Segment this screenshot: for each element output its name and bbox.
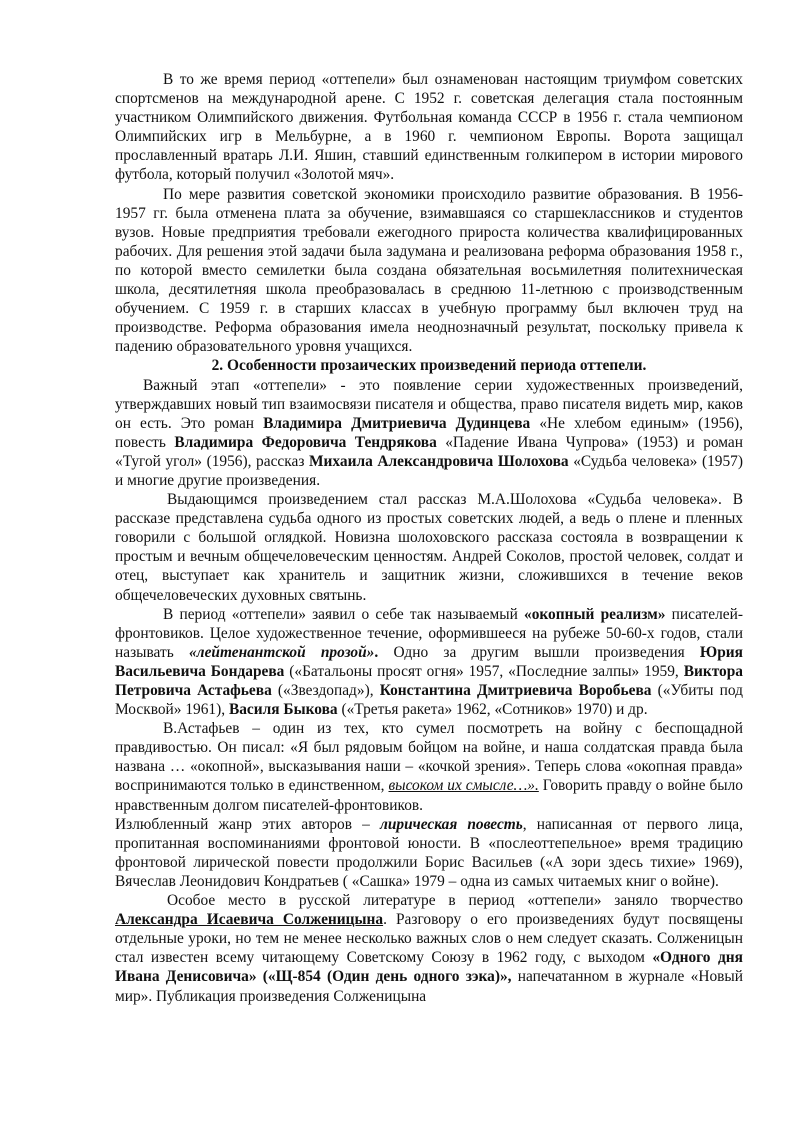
paragraph-education: По мере развития советской экономики происходило развитие образования. В 1956-1957 гг. была отменена плата за обучение, взимавшаяся со старшеклассников и студентов вузов. Новые предприятия требовали ежегодного прироста количества квалифицированных рабочих. Для решения этой задачи была задумана и реализована реформа образования 1958 г., по которой вместо семилетки была создана обязательная восьмилетняя политехническая школа, десятилетняя школа преобразовалась в среднюю 11-летнюю с производственным обучением. С 1959 г. в старших классах в учебную программу был включен труд на производстве. Реформа образования имела неоднозначный результат, поскольку привела к падению образовательного уровня учащихся. <box>115 185 743 356</box>
paragraph-lyric-story <box>115 815 743 891</box>
text: В.Астафьев – один из тех, кто сумел посмотреть на войну с беспощадной правдивостью. Он писал: «Я был рядовым бойцом на войне, и наша солдатская правда была названа … «окопной», высказывания наши – «кочкой зрения». Теперь слова «окопная правда» воспринимаются только в единственном, <box>115 720 743 795</box>
author-name: Михаила Александровича Шолохова <box>309 452 569 470</box>
text: Говорить правду о войне было нравственным долгом писателей-фронтовиков. <box>115 777 743 814</box>
document-page <box>115 70 743 1006</box>
text: , написанная от первого лица, пропитанная воспоминаниями фронтовой юности. В «послеоттепельное» время традицию фронтовой лирической повести продолжили Борис Васильев («А зори здесь тихие» 1969), Вячеслав Леонидович Кондратьев ( «Сашка» 1979 – одна из самых читаемых книг о войне). <box>115 815 743 890</box>
author-name: Василя Быкова <box>228 701 338 719</box>
term-italic: лирическая повесть <box>379 815 523 833</box>
text: Важный этап «оттепели» - это появление серии художественных произведений, утверждавших новый тип взаимосвязи писателя и общества, право писателя видеть мир, каков он есть. Это роман <box>115 376 743 432</box>
paragraph-sports: В то же время период «оттепели» был ознаменован настоящим триумфом советских спортсменов на международной арене. С 1952 г. советская делегация стала постоянным участником Олимпийского движения. Футбольная команда СССР в 1956 г. стала чемпионом Олимпийских игр в Мельбурне, а в 1960 г. чемпионом Европы. Ворота защищал прославленный вратарь Л.И. Яшин, ставший единственным голкипером в истории мирового футбола, который получил «Золотой мяч». <box>115 71 743 184</box>
text: Одно за другим вышли произведения <box>378 643 700 661</box>
text: («Батальоны просят огня» 1957, «Последние залпы» 1959, <box>284 662 684 680</box>
author-name-underlined: Александра Исаевича Солженицына <box>115 911 384 929</box>
paragraph-solzhenitsyn <box>115 891 743 1006</box>
paragraph-sholokhov: Выдающимся произведением стал рассказ М.А.Шолохова «Судьба человека». В рассказе представлена судьба одного из простых советских людей, а ведь о плене и пленных говорили с большой оглядкой. Новизна шолоховского рассказа состояла в возвращении к простым и вечным общечеловеческим ценностям. Андрей Соколов, простой человек, солдат и отец, выступает как хранитель и защитник жизни, сложившихся в течение веков общечеловеческих духовных святынь. <box>115 491 743 604</box>
text: («Убиты под Москвой» 1961), <box>115 682 743 719</box>
paragraph-trench-realism <box>115 605 743 720</box>
text: напечатанном в журнале «Новый мир». Публикация произведения Солженицына <box>115 968 743 1005</box>
text: («Звездопад»), <box>271 682 380 699</box>
text: «Падение Ивана Чупрова» (1953) и роман «Тугой угол» (1956), рассказ <box>115 433 743 470</box>
section-heading: 2. Особенности прозаических произведений периода оттепели. <box>211 357 647 375</box>
author-name: Владимира Федоровича Тендрякова <box>174 433 437 451</box>
author-name: Владимира Дмитриевича Дудинцева <box>263 414 531 432</box>
text: В период «оттепели» заявил о себе так называемый <box>163 605 524 623</box>
text: . Разговору о его произведениях будут посвящены отдельные уроки, но тем не менее несколько важных слов о нем следует сказать. Солженицын стал известен всему читающему Советскому Союзу в 1962 году, с выходом <box>115 911 743 967</box>
term <box>380 816 523 833</box>
text: «Не хлебом единым» (1956), повесть <box>115 414 744 451</box>
work-title: «Одного дня Ивана Денисовича» («Щ-854 (Один день одного зэка)», <box>115 949 743 986</box>
text: («Третья ракета» 1962, «Сотников» 1970) и др. <box>337 701 648 719</box>
text: Особое место в русской литературе в период «оттепели» заняло творчество <box>167 892 743 910</box>
term <box>189 644 374 661</box>
punct: . <box>374 643 379 661</box>
text: Излюбленный жанр этих авторов – <box>115 815 380 833</box>
text: писателей-фронтовиков. Целое художественное течение, оформившееся на рубеже 50-60-х годов, стали называть <box>115 605 743 661</box>
author-name: Виктора Петровича Астафьева <box>115 662 743 699</box>
author-name: Константина Дмитриевича Воробьева <box>379 682 652 699</box>
term-italic: «лейтенантской прозой» <box>188 643 375 661</box>
quote-underlined: высоком их смысле…». <box>388 777 539 795</box>
paragraph-astafiev <box>115 719 743 814</box>
term: «окопный реализм» <box>524 605 666 623</box>
text: «Судьба человека» (1957) и многие другие произведения. <box>115 452 743 489</box>
paragraph-thaw-prose <box>115 376 743 491</box>
author-name: Юрия Васильевича Бондарева <box>115 643 743 680</box>
